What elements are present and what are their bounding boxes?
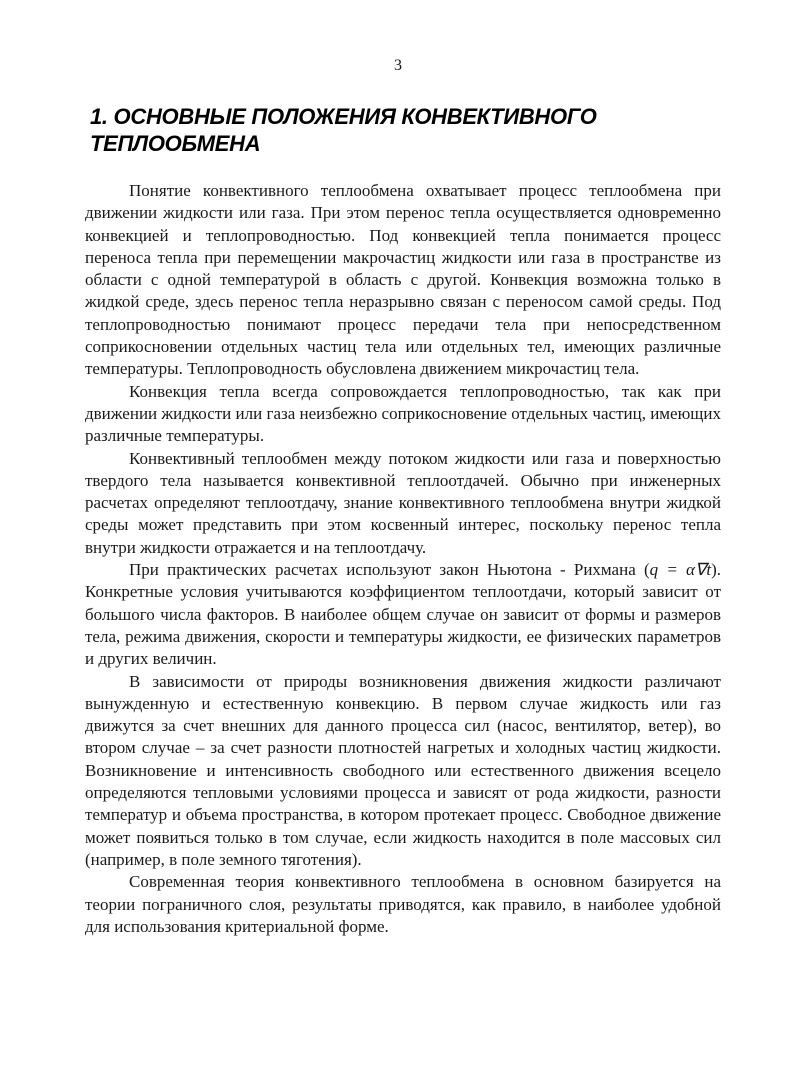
paragraph-5: В зависимости от природы возникновения движения жидкости различают вынужденную и естественную конвекцию. В первом случае жидкость или газ движутся за счет внешних для данного процесса сил (насос, вентилятор, ветер), во втором случае – за счет разности плотностей нагретых и холодных частиц жидкости. Возникновение и интенсивность свободного или естественного движения всецело определяются тепловыми условиями процесса и зависят от рода жидкости, разности температур и объема пространства, в котором протекает процесс. Свободное движение может появиться только в том случае, если жидкость находится в поле массовых сил (например, в поле земного тяготения). [85, 671, 721, 869]
chapter-heading [90, 103, 730, 157]
chapter-heading-line-2: ТЕПЛООБМЕНА [90, 131, 261, 156]
body-text [85, 180, 721, 938]
paragraph-3: Конвективный теплообмен между потоком жидкости или газа и поверхностью твердого тела называется конвективной теплоотдачей. Обычно при инженерных расчетах определяют теплоотдачу, знание конвективного теплообмена внутри жидкой среды может представить при этом косвенный интерес, поскольку перенос тепла внутри жидкости отражается и на теплоотдачу. [85, 448, 721, 557]
paragraph-4 [85, 559, 721, 670]
paragraph-4-end: ). Конкретные условия учитываются коэффициентом теплоотдачи, который зависит от большого числа факторов. В наиболее общем случае он зависит от формы и размеров тела, режима движения, скорости и температуры жидкости, ее физических параметров и других величин. [85, 560, 721, 669]
page-number: 3 [394, 57, 402, 74]
newton-richmann-formula: q = α∇t [649, 560, 712, 580]
chapter-heading-line-1: 1. ОСНОВНЫЕ ПОЛОЖЕНИЯ КОНВЕКТИВНОГО [90, 104, 597, 129]
paragraph-6: Современная теория конвективного теплообмена в основном базируется на теории пограничного слоя, результаты приводятся, как правило, в наиболее удобной для использования критериальной форме. [85, 872, 721, 936]
paragraph-2: Конвекция тепла всегда сопровождается теплопроводностью, так как при движении жидкости или газа неизбежно соприкосновение отдельных частиц, имеющих различные температуры. [85, 381, 721, 446]
paragraph-4-start: При практических расчетах используют закон Ньютона - Рихмана ( [129, 560, 650, 580]
paragraph-1: Понятие конвективного теплообмена охватывает процесс теплообмена при движении жидкости или газа. При этом перенос тепла осуществляется одновременно конвекцией и теплопроводностью. Под конвекцией тепла понимается процесс переноса тепла при перемещении макрочастиц жидкости или газа в пространстве из области с одной температурой в область с другой. Конвекция возможна только в жидкой среде, здесь перенос тепла неразрывно связан с переносом самой среды. Под теплопроводностью понимают процесс передачи тела при непосредственном соприкосновении отдельных частиц тела или отдельных тел, имеющих различные температуры. Теплопроводность обусловлена движением микрочастиц тела. [85, 181, 721, 379]
